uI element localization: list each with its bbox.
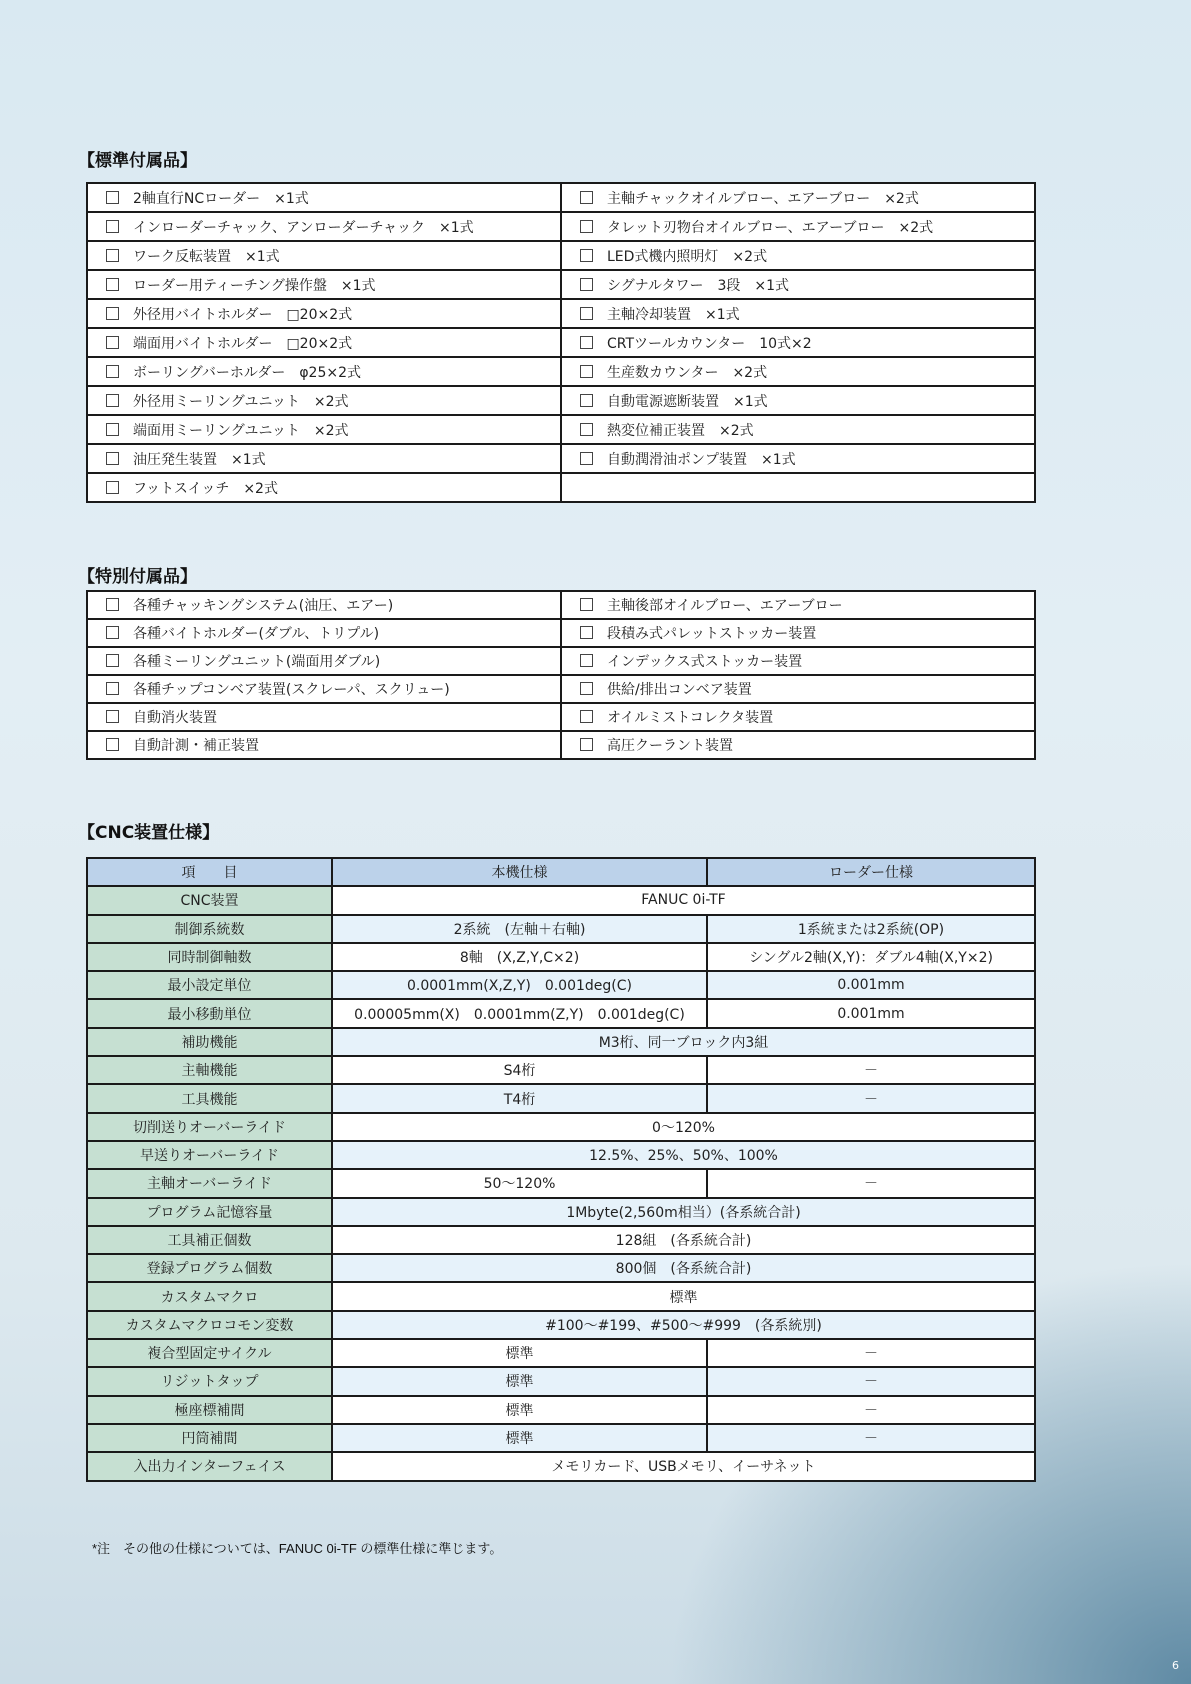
spec-row: [87, 1198, 1035, 1226]
spec-main-value: M3桁、同一ブロック内3組: [332, 1028, 1035, 1056]
spec-label: 最小設定単位: [87, 971, 332, 999]
list-cell: [87, 386, 561, 415]
list-cell: [87, 619, 561, 647]
list-cell: [87, 212, 561, 241]
list-cell: [561, 386, 1035, 415]
list-item-label: インデックス式ストッカー装置: [607, 654, 803, 670]
list-item-label: シグナルタワー 3段 ×1式: [607, 277, 790, 294]
checkbox-icon: [580, 452, 593, 465]
spec-main-value: 12.5%、25%、50%、100%: [332, 1141, 1035, 1169]
spec-label: 登録プログラム個数: [87, 1254, 332, 1282]
spec-loader-value: －: [707, 1367, 1035, 1395]
spec-loader-value: シングル2軸(X,Y)：ダブル4軸(X,Y×2): [707, 943, 1035, 971]
spec-label: カスタムマクロコモン変数: [87, 1311, 332, 1339]
checkbox-icon: [580, 626, 593, 639]
list-row: [87, 675, 1035, 703]
spec-row: [87, 886, 1035, 914]
list-cell: [87, 357, 561, 386]
list-cell: [561, 270, 1035, 299]
list-cell: [87, 241, 561, 270]
checkbox-icon: [106, 249, 119, 262]
checkbox-icon: [106, 452, 119, 465]
spec-row: [87, 999, 1035, 1027]
checkbox-icon: [580, 423, 593, 436]
checkbox-icon: [106, 278, 119, 291]
spec-main-value: 2系統 (左軸＋右軸): [332, 915, 707, 943]
list-row: [87, 212, 1035, 241]
list-cell: [87, 591, 561, 619]
list-item-label: 主軸後部オイルブロー、エアーブロー: [607, 598, 843, 614]
list-cell: [561, 444, 1035, 473]
spec-row: [87, 1084, 1035, 1112]
list-cell: [87, 270, 561, 299]
spec-label: 主軸オーバーライド: [87, 1169, 332, 1197]
list-cell: [561, 415, 1035, 444]
spec-row: [87, 1396, 1035, 1424]
list-cell: [561, 731, 1035, 759]
list-item-label: 主軸冷却装置 ×1式: [607, 306, 740, 323]
list-item-label: 油圧発生装置 ×1式: [133, 451, 266, 468]
spec-row: [87, 1028, 1035, 1056]
spec-main-value: 標準: [332, 1367, 707, 1395]
list-item-label: 主軸チャックオイルブロー、エアーブロー ×2式: [607, 190, 919, 207]
list-item-label: ボーリングバーホルダー φ25×2式: [133, 364, 362, 381]
spec-loader-value: 0.001mm: [707, 971, 1035, 999]
list-item-label: CRTツールカウンター 10式×2: [607, 335, 812, 352]
spec-main-value: 標準: [332, 1424, 707, 1452]
standard-accessories-heading: 【標準付属品】: [78, 151, 197, 171]
list-item-label: オイルミストコレクタ装置: [607, 710, 774, 726]
list-item-label: 自動消火装置: [133, 710, 217, 726]
checkbox-icon: [106, 336, 119, 349]
header-loader-spec: ローダー仕様: [707, 858, 1035, 886]
standard-accessories-table: [86, 182, 1036, 503]
spec-label: 補助機能: [87, 1028, 332, 1056]
spec-main-value: #100～#199、#500～#999 (各系統別): [332, 1311, 1035, 1339]
spec-loader-value: 1系統または2系統(OP): [707, 915, 1035, 943]
list-item-label: 熱変位補正装置 ×2式: [607, 422, 754, 439]
list-row: [87, 328, 1035, 357]
cnc-spec-table: [86, 857, 1036, 1482]
spec-label: 工具補正個数: [87, 1226, 332, 1254]
list-cell: [561, 647, 1035, 675]
spec-main-value: T4桁: [332, 1084, 707, 1112]
checkbox-icon: [106, 365, 119, 378]
spec-row: [87, 971, 1035, 999]
list-row: [87, 183, 1035, 212]
list-cell: [561, 591, 1035, 619]
list-row: [87, 647, 1035, 675]
list-item-label: ローダー用ティーチング操作盤 ×1式: [133, 277, 376, 294]
spec-main-value: S4桁: [332, 1056, 707, 1084]
list-item-label: 供給/排出コンベア装置: [607, 682, 752, 698]
list-cell: [561, 703, 1035, 731]
checkbox-icon: [106, 598, 119, 611]
list-item-label: 自動電源遮断装置 ×1式: [607, 393, 768, 410]
spec-row: [87, 1113, 1035, 1141]
spec-main-value: 50～120%: [332, 1169, 707, 1197]
list-row: [87, 415, 1035, 444]
spec-main-value: 128組 (各系統合計): [332, 1226, 1035, 1254]
spec-loader-value: －: [707, 1084, 1035, 1112]
list-cell: [87, 647, 561, 675]
list-item-label: 端面用バイトホルダー □20×2式: [133, 335, 353, 352]
list-item-label: ワーク反転装置 ×1式: [133, 248, 280, 265]
spec-row: [87, 1141, 1035, 1169]
spec-main-value: メモリカード、USBメモリ、イーサネット: [332, 1452, 1035, 1480]
list-cell: [561, 619, 1035, 647]
list-row: [87, 357, 1035, 386]
spec-label: 入出力インターフェイス: [87, 1452, 332, 1480]
list-item-label: 各種バイトホルダー(ダブル、トリプル): [133, 626, 380, 642]
list-cell: [561, 212, 1035, 241]
list-item-label: インローダーチャック、アンローダーチャック ×1式: [133, 219, 474, 236]
list-cell: [87, 328, 561, 357]
list-item-label: 2軸直行NCローダー ×1式: [133, 190, 309, 207]
list-row: [87, 386, 1035, 415]
spec-label: 切削送りオーバーライド: [87, 1113, 332, 1141]
list-cell: [561, 328, 1035, 357]
list-cell: [87, 299, 561, 328]
footnote: *注 その他の仕様については、FANUC 0i-TF の標準仕様に準じます。: [92, 1541, 503, 1556]
spec-label: プログラム記憶容量: [87, 1198, 332, 1226]
checkbox-icon: [580, 654, 593, 667]
list-cell: [87, 444, 561, 473]
spec-main-value: 0.0001mm(X,Z,Y) 0.001deg(C): [332, 971, 707, 999]
list-cell: [87, 675, 561, 703]
spec-label: 同時制御軸数: [87, 943, 332, 971]
special-accessories-table: [86, 590, 1036, 760]
checkbox-icon: [580, 394, 593, 407]
list-row: [87, 591, 1035, 619]
spec-label: カスタムマクロ: [87, 1282, 332, 1310]
spec-main-value: 1Mbyte(2,560m相当）(各系統合計): [332, 1198, 1035, 1226]
spec-row: [87, 1254, 1035, 1282]
list-row: [87, 299, 1035, 328]
list-item-label: 各種チャッキングシステム(油圧、エアー): [133, 598, 394, 614]
checkbox-icon: [580, 307, 593, 320]
checkbox-icon: [106, 626, 119, 639]
list-cell: [87, 731, 561, 759]
list-cell: [87, 473, 561, 502]
spec-row: [87, 915, 1035, 943]
spec-row: [87, 1056, 1035, 1084]
spec-main-value: 800個 (各系統合計): [332, 1254, 1035, 1282]
list-cell: [561, 183, 1035, 212]
list-cell: [561, 675, 1035, 703]
list-item-label: 外径用ミーリングユニット ×2式: [133, 393, 349, 410]
spec-loader-value: 0.001mm: [707, 999, 1035, 1027]
checkbox-icon: [580, 682, 593, 695]
spec-label: 極座標補間: [87, 1396, 332, 1424]
list-cell: [561, 357, 1035, 386]
cnc-spec-heading: 【CNC装置仕様】: [78, 823, 220, 843]
spec-main-value: 標準: [332, 1282, 1035, 1310]
spec-row: [87, 1339, 1035, 1367]
list-item-label: タレット刃物台オイルブロー、エアーブロー ×2式: [607, 219, 934, 236]
list-cell: [561, 473, 1035, 502]
checkbox-icon: [106, 738, 119, 751]
list-row: [87, 270, 1035, 299]
list-cell: [561, 241, 1035, 270]
spec-main-value: 8軸 (X,Z,Y,C×2): [332, 943, 707, 971]
spec-loader-value: －: [707, 1056, 1035, 1084]
checkbox-icon: [106, 220, 119, 233]
list-item-label: 自動計測・補正装置: [133, 738, 259, 754]
spec-main-value: 標準: [332, 1396, 707, 1424]
list-cell: [561, 299, 1035, 328]
spec-main-value: 0.00005mm(X) 0.0001mm(Z,Y) 0.001deg(C): [332, 999, 707, 1027]
spec-label: 工具機能: [87, 1084, 332, 1112]
list-row: [87, 473, 1035, 502]
checkbox-icon: [106, 191, 119, 204]
list-item-label: 高圧クーラント装置: [607, 738, 733, 754]
spec-label: 早送りオーバーライド: [87, 1141, 332, 1169]
spec-loader-value: －: [707, 1424, 1035, 1452]
spec-row: [87, 1311, 1035, 1339]
checkbox-icon: [580, 249, 593, 262]
checkbox-icon: [580, 738, 593, 751]
checkbox-icon: [106, 423, 119, 436]
checkbox-icon: [106, 307, 119, 320]
list-item-label: LED式機内照明灯 ×2式: [607, 248, 768, 265]
spec-label: 円筒補間: [87, 1424, 332, 1452]
list-cell: [87, 183, 561, 212]
list-item-label: 各種チップコンベア装置(スクレーパ、スクリュー): [133, 682, 450, 698]
checkbox-icon: [580, 191, 593, 204]
checkbox-icon: [580, 336, 593, 349]
spec-row: [87, 1367, 1035, 1395]
spec-label: 最小移動単位: [87, 999, 332, 1027]
list-row: [87, 241, 1035, 270]
checkbox-icon: [106, 710, 119, 723]
spec-row: [87, 943, 1035, 971]
list-row: [87, 703, 1035, 731]
checkbox-icon: [106, 481, 119, 494]
list-cell: [87, 703, 561, 731]
spec-row: [87, 1424, 1035, 1452]
cnc-spec-header-row: [87, 858, 1035, 886]
spec-row: [87, 1452, 1035, 1480]
special-accessories-heading: 【特別付属品】: [78, 567, 197, 587]
spec-loader-value: －: [707, 1169, 1035, 1197]
list-row: [87, 619, 1035, 647]
checkbox-icon: [580, 598, 593, 611]
checkbox-icon: [580, 278, 593, 291]
spec-label: 複合型固定サイクル: [87, 1339, 332, 1367]
list-row: [87, 731, 1035, 759]
list-item-label: 段積み式パレットストッカー装置: [607, 626, 817, 642]
spec-main-value: 標準: [332, 1339, 707, 1367]
spec-row: [87, 1169, 1035, 1197]
spec-row: [87, 1282, 1035, 1310]
checkbox-icon: [580, 365, 593, 378]
spec-main-value: FANUC 0i-TF: [332, 886, 1035, 914]
spec-label: 制御系統数: [87, 915, 332, 943]
list-item-label: 各種ミーリングユニット(端面用ダブル): [133, 654, 381, 670]
checkbox-icon: [106, 394, 119, 407]
spec-main-value: 0～120%: [332, 1113, 1035, 1141]
list-item-label: 生産数カウンター ×2式: [607, 364, 768, 381]
page-number: 6: [1172, 1659, 1179, 1672]
checkbox-icon: [106, 682, 119, 695]
list-item-label: フットスイッチ ×2式: [133, 480, 278, 497]
header-item: 項 目: [87, 858, 332, 886]
spec-label: リジットタップ: [87, 1367, 332, 1395]
spec-loader-value: －: [707, 1339, 1035, 1367]
spec-label: 主軸機能: [87, 1056, 332, 1084]
list-row: [87, 444, 1035, 473]
list-item-label: 外径用バイトホルダー □20×2式: [133, 306, 353, 323]
spec-label: CNC装置: [87, 886, 332, 914]
spec-row: [87, 1226, 1035, 1254]
list-item-label: 自動潤滑油ポンプ装置 ×1式: [607, 451, 796, 468]
list-cell: [87, 415, 561, 444]
header-main-spec: 本機仕様: [332, 858, 707, 886]
checkbox-icon: [580, 710, 593, 723]
checkbox-icon: [580, 220, 593, 233]
list-item-label: 端面用ミーリングユニット ×2式: [133, 422, 349, 439]
checkbox-icon: [106, 654, 119, 667]
spec-loader-value: －: [707, 1396, 1035, 1424]
